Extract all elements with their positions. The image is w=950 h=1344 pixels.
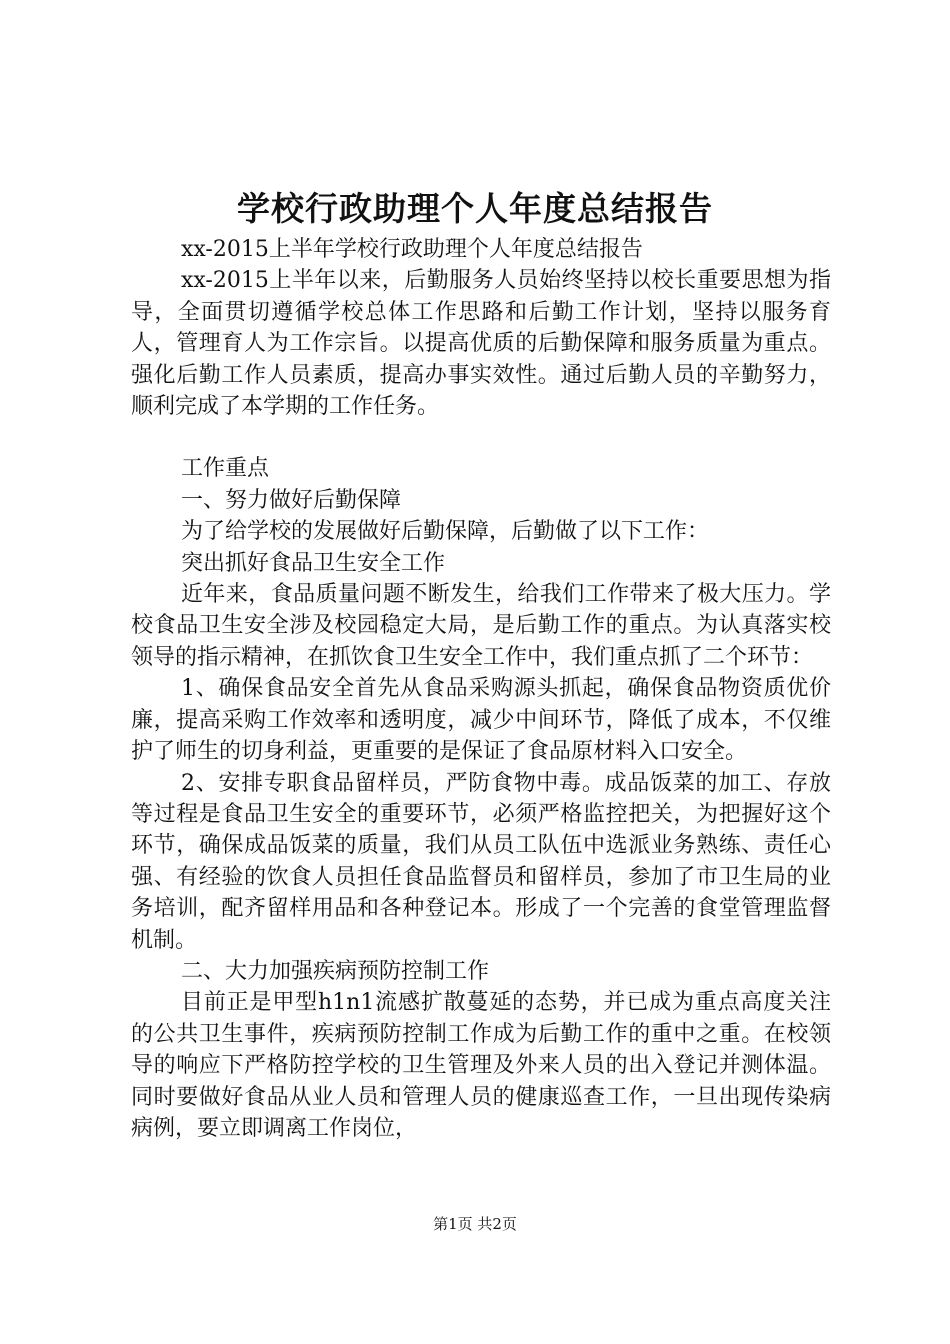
paragraph: 目前正是甲型h1n1流感扩散蔓延的态势，并已成为重点高度关注的公共卫生事件，疾病预防控制工作成为后勤工作的重中之重。在校领导的响应下严格防控学校的卫生管理及外来人员的出入登记并测体温。同时要做好食品从业人员和管理人员的健康巡查工作，一旦出现传染病病例，要立即调离工作岗位， <box>131 990 831 1141</box>
paragraph-item-1: 1、确保食品安全首先从食品采购源头抓起，确保食品物资质优价廉，提高采购工作效率和透明度，减少中间环节，降低了成本，不仅维护了师生的切身利益，更重要的是保证了食品原材料入口安全。 <box>131 676 831 765</box>
paragraph: 为了给学校的发展做好后勤保障，后勤做了以下工作： <box>181 519 710 545</box>
document-body <box>131 234 831 1144</box>
document-title: 学校行政助理个人年度总结报告 <box>237 189 713 228</box>
subtitle: xx-2015上半年学校行政助理个人年度总结报告 <box>181 237 643 262</box>
section-heading: 一、努力做好后勤保障 <box>181 487 402 513</box>
page-footer: 第1页 共2页 <box>433 1215 517 1233</box>
paragraph-intro: xx-2015上半年以来，后勤服务人员始终坚持以校长重要思想为指导，全面贯切遵循学校总体工作思路和后勤工作计划，坚持以服务育人，管理育人为工作宗旨。以提高优质的后勤保障和服务质量为重点。强化后勤工作人员素质，提高办事实效性。通过后勤人员的辛勤努力，顺利完成了本学期的工作任务。 <box>131 268 831 420</box>
paragraph: 近年来，食品质量问题不断发生，给我们工作带来了极大压力。学校食品卫生安全涉及校园稳定大局，是后勤工作的重点。为认真落实校领导的指示精神，在抓饮食卫生安全工作中，我们重点抓了二个环节： <box>131 582 831 670</box>
section-heading: 工作重点 <box>181 456 270 482</box>
section-heading: 突出抓好食品卫生安全工作 <box>181 550 446 576</box>
paragraph-gap <box>131 422 831 453</box>
section-heading: 二、大力加强疾病预防控制工作 <box>181 958 490 984</box>
paragraph-item-2: 2、安排专职食品留样员，严防食物中毒。成品饭菜的加工、存放等过程是食品卫生安全的重要环节，必须严格监控把关，为把握好这个环节，确保成品饭菜的质量，我们从员工队伍中选派业务熟练、责任心强、有经验的饮食人员担任食品监督员和留样员，参加了市卫生局的业务培训，配齐留样用品和各种登记本。形成了一个完善的食堂管理监督机制。 <box>131 770 831 953</box>
